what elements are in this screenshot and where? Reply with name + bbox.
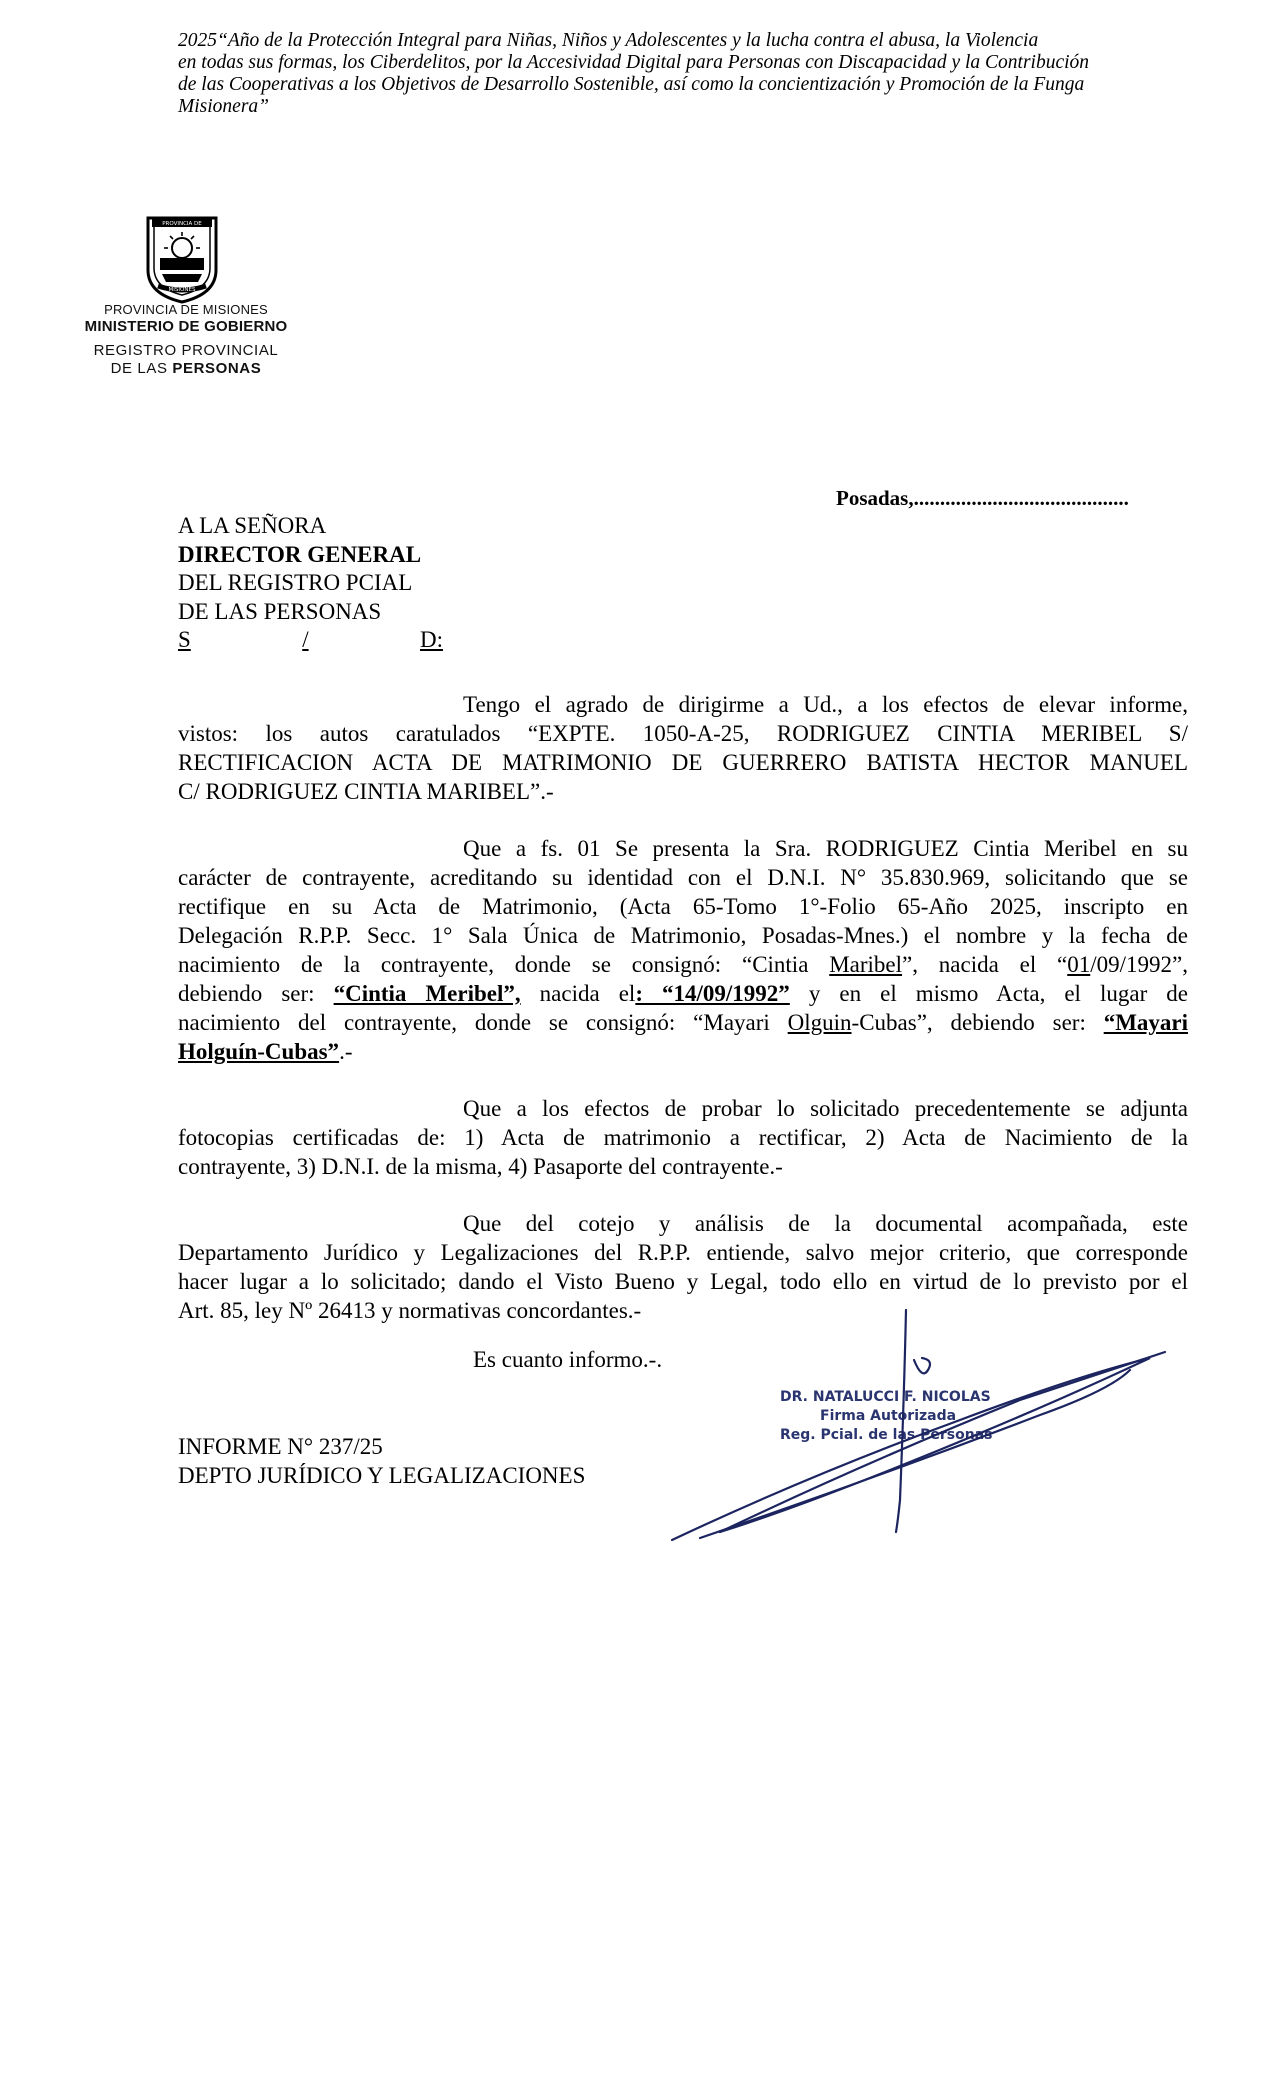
- report-number: INFORME N° 237/25: [178, 1434, 383, 1459]
- paragraph-line: Art. 85, ley Nº 26413 y normativas concordantes.-: [178, 1298, 642, 1323]
- logo-line-registry: REGISTRO PROVINCIAL: [93, 342, 279, 359]
- sd-d: D:: [420, 627, 443, 652]
- sd-slash: /: [302, 627, 309, 652]
- stamp-name: DR. NATALUCCI F. NICOLAS: [780, 1389, 991, 1405]
- addressee-line: DE LAS PERSONAS: [178, 598, 382, 624]
- closing-line: Es cuanto informo.-.: [473, 1347, 663, 1372]
- paragraph-line: Departamento Jurídico y Legalizaciones del R.P.P. entiende, salvo mejor criterio, que corresponde: [178, 1240, 1188, 1265]
- text-run: debiendo ser:: [178, 981, 334, 1006]
- text-run-underlined: 01: [1067, 952, 1091, 977]
- report-footer: [178, 1432, 585, 1490]
- paragraph-request: [178, 834, 1188, 1066]
- paragraph-intro: [178, 690, 1188, 806]
- addressee-line: A LA SEÑORA: [178, 513, 327, 538]
- paragraph-line: carácter de contrayente, acreditando su identidad con el D.N.I. N° 35.830.969, solicitando que se: [178, 865, 1188, 890]
- text-run: nacimiento de la contrayente, donde se consignó: “Cintia: [178, 952, 830, 977]
- logo-line-province: PROVINCIA DE MISIONES: [104, 302, 268, 317]
- text-run: ”, nacida el “: [902, 952, 1068, 977]
- paragraph-line: [178, 1037, 1188, 1066]
- text-run: nacimiento del contrayente, donde se consignó: “Mayari: [178, 1010, 788, 1035]
- paragraph-line: C/ RODRIGUEZ CINTIA MARIBEL”.-: [178, 779, 554, 804]
- logo-line-persons: [56, 360, 316, 378]
- stamp-office: Reg. Pcial. de las Personas: [780, 1427, 993, 1443]
- text-run-underlined: Olguin: [787, 1010, 852, 1035]
- paragraph-line: Delegación R.P.P. Secc. 1° Sala Única de Matrimonio, Posadas-Mnes.) el nombre y la fecha de: [178, 923, 1188, 948]
- text-run: .-: [339, 1039, 353, 1064]
- sd-s: S: [178, 627, 191, 652]
- paragraph-line: hacer lugar a lo solicitado; dando el Visto Bueno y Legal, todo ello en virtud de lo previsto por el: [178, 1269, 1188, 1294]
- paragraph-line: rectifique en su Acta de Matrimonio, (Acta 65-Tomo 1°-Folio 65-Año 2025, inscripto en: [178, 894, 1188, 919]
- addressee-line: DEL REGISTRO PCIAL: [178, 570, 413, 595]
- paragraph-line: Tengo el agrado de dirigirme a Ud., a los efectos de elevar informe,: [463, 692, 1188, 717]
- text-run: nacida el: [520, 981, 636, 1006]
- logo-line-ministry: MINISTERIO DE GOBIERNO: [84, 318, 288, 335]
- paragraph-line: RECTIFICACION ACTA DE MATRIMONIO DE GUERRERO BATISTA HECTOR MANUEL: [178, 750, 1188, 775]
- text-run: -Cubas”, debiendo ser:: [851, 1010, 1104, 1035]
- header-motto: [178, 30, 1168, 118]
- paragraph-line: Que a fs. 01 Se presenta la Sra. RODRIGUEZ Cintia Meribel en su: [463, 836, 1188, 861]
- paragraph-line: contrayente, 3) D.N.I. de la misma, 4) Pasaporte del contrayente.-: [178, 1154, 783, 1179]
- paragraph-line: [178, 1008, 1188, 1037]
- motto-line: 2025“Año de la Protección Integral para Niñas, Niños y Adolescentes y la lucha contra el abusa, la Violencia: [178, 30, 1039, 51]
- paragraph-line: vistos: los autos caratulados “EXPTE. 1050-A-25, RODRIGUEZ CINTIA MERIBEL S/: [178, 721, 1188, 746]
- addressee-title: DIRECTOR GENERAL: [178, 541, 422, 567]
- motto-line: Misionera”: [178, 96, 270, 117]
- paragraph-line: Que a los efectos de probar lo solicitado precedentemente se adjunta: [463, 1096, 1188, 1121]
- text-run-bold-underlined: “Mayari: [1103, 1010, 1188, 1035]
- seal-text-bottom: MISIONES: [168, 287, 196, 293]
- logo-line-persons-b: PERSONAS: [172, 360, 262, 377]
- motto-line: en todas sus formas, los Ciberdelitos, por la Accesividad Digital para Personas con Discapacidad y la Contribución: [178, 52, 1090, 73]
- ministry-logo-text: [56, 302, 316, 378]
- paragraph-attachments: [178, 1094, 1188, 1181]
- text-run: y en el mismo Acta, el lugar de: [789, 981, 1188, 1006]
- addressee-block: [178, 512, 598, 655]
- paragraph-line: [178, 950, 1188, 979]
- place-date-line: Posadas,.........................................: [836, 486, 1129, 510]
- text-run-bold-underlined: : “14/09/1992”: [635, 981, 790, 1006]
- stamp-role: Firma Autorizada: [820, 1408, 957, 1424]
- text-run-bold-underlined: “Cintia Meribel”,: [333, 981, 521, 1006]
- seal-text-top: PROVINCIA DE: [162, 221, 202, 227]
- paragraph-line: [178, 979, 1188, 1008]
- text-run: /09/1992”,: [1090, 952, 1188, 977]
- text-run-underlined: Maribel: [829, 952, 903, 977]
- motto-line: de las Cooperativas a los Objetivos de Desarrollo Sostenible, así como la concientización y Promoción de la Funga: [178, 74, 1085, 95]
- handwritten-signature: [660, 1300, 1180, 1560]
- department-name: DEPTO JURÍDICO Y LEGALIZACIONES: [178, 1463, 586, 1488]
- logo-line-persons-a: DE LAS: [110, 360, 173, 377]
- salutation-sd: [178, 626, 443, 655]
- paragraph-line: fotocopias certificadas de: 1) Acta de matrimonio a rectificar, 2) Acta de Nacimiento de la: [178, 1125, 1188, 1150]
- paragraph-line: Que del cotejo y análisis de la documental acompañada, este: [463, 1211, 1188, 1236]
- provincia-misiones-seal-icon: [140, 208, 224, 304]
- text-run-bold-underlined: Holguín-Cubas”: [178, 1039, 340, 1064]
